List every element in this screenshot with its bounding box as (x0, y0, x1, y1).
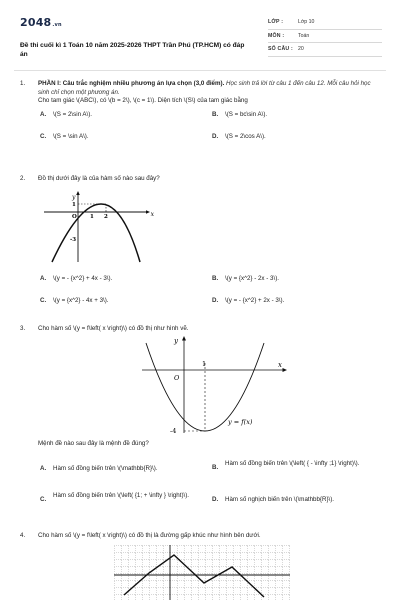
grid (114, 545, 290, 600)
y-axis-arrow (76, 191, 80, 195)
meta-value: Toán (298, 32, 310, 39)
x-axis-arrow (146, 210, 150, 214)
question-text: Đồ thị dưới đây là của hàm số nào sau đây? (38, 175, 160, 182)
y-tick-1: 1 (72, 202, 76, 208)
option-b[interactable]: B. \(S = bc\sin A\). (212, 110, 268, 118)
question-4 (20, 532, 380, 541)
question-number: 1. (20, 80, 26, 87)
option-a[interactable]: A. \(y = - {x^2} + 4x - 3\). (40, 275, 113, 282)
curve-label: y = f(x) (228, 418, 253, 426)
option-b[interactable]: B. Hàm số đồng biến trên \(\left( { - \infty ;1} \right)\). (212, 460, 360, 471)
option-a[interactable]: A. Hàm số đồng biến trên \(\mathbb{R}\). (40, 465, 158, 472)
origin-label: O (72, 214, 77, 220)
q2-graph (40, 190, 155, 265)
question-number: 3. (20, 325, 26, 332)
x-label: x (150, 211, 154, 218)
exam-meta (268, 16, 382, 57)
question-text: Cho hàm số \(y = f\left( x \right)\) có đồ thị như hình vẽ. (38, 325, 189, 332)
question-text: Cho tam giác \(ABC\), có \(b = 2\), \(c = 1\). Diện tích \(S\) của tam giác bằng (38, 97, 248, 105)
q3-graph (140, 333, 290, 436)
site-logo[interactable]: 2048.vn (20, 16, 62, 29)
y-tick-neg4: -4 (170, 427, 177, 435)
y-tick-neg3: -3 (70, 237, 77, 243)
question-2 (20, 175, 380, 184)
parabola-curve (52, 204, 140, 262)
header-divider (14, 70, 386, 71)
option-d[interactable]: D. Hàm số nghịch biến trên \(\mathbb{R}\). (212, 496, 335, 503)
q4-graph (114, 545, 290, 600)
origin-label: O (174, 374, 180, 382)
question-text: Cho hàm số \(y = f\left( x \right)\) có đồ thị là đường gấp khúc như hình bên dưới. (38, 532, 261, 539)
question-3-options (20, 460, 380, 520)
option-c[interactable]: C. \(y = {x^2} - 4x + 3\). (40, 297, 109, 304)
part-label: PHẦN I: Câu trắc nghiệm nhiều phương án lựa chọn (3,0 điểm). (38, 80, 225, 87)
y-label: y (174, 337, 178, 345)
meta-key: LỚP : (268, 19, 284, 26)
option-d[interactable]: D. \(S = 2\cos A\). (212, 132, 266, 140)
y-label: y (72, 194, 76, 201)
x-axis-arrow (283, 368, 288, 372)
option-a[interactable]: A. \(S = 2\sin A\). (40, 110, 93, 118)
meta-row-count (268, 43, 382, 57)
x-label: x (278, 361, 282, 369)
question-number: 4. (20, 532, 26, 539)
part-instruction: Học sinh trả lời từ câu 1 đến câu 12. Mỗi câu hỏi học sinh chỉ chọn một phương án. (38, 80, 371, 96)
option-c[interactable]: C. \(S = \sin A\). (40, 132, 89, 140)
meta-value: Lớp 10 (298, 19, 315, 26)
x-tick-1: 1 (202, 360, 207, 368)
question-3-prompt (20, 440, 380, 449)
option-d[interactable]: D. \(y = - {x^2} + 2x - 3\). (212, 297, 285, 304)
meta-key: MÔN : (268, 32, 285, 39)
document-header (14, 10, 386, 64)
question-2-options (20, 275, 380, 311)
page-title: Đề thi cuối kì 1 Toán 10 năm 2025-2026 THPT Trần Phú (TP.HCM) có đáp án (20, 42, 245, 58)
x-tick-1: 1 (90, 214, 94, 220)
y-axis-arrow (182, 336, 186, 341)
option-b[interactable]: B. \(y = {x^2} - 2x - 3\). (212, 275, 279, 282)
option-c[interactable]: C. Hàm số đồng biến trên \(\left( {1; + \infty } \right)\). (40, 492, 190, 503)
x-tick-2: 2 (104, 214, 108, 220)
meta-value: 20 (298, 46, 304, 53)
meta-key: SỐ CÂU : (268, 46, 293, 53)
meta-row-class (268, 16, 382, 30)
question-number: 2. (20, 175, 26, 182)
question-1 (20, 80, 380, 141)
meta-row-subject (268, 30, 382, 44)
question-subtext: Mệnh đề nào sau đây là mệnh đề đúng? (38, 440, 149, 447)
